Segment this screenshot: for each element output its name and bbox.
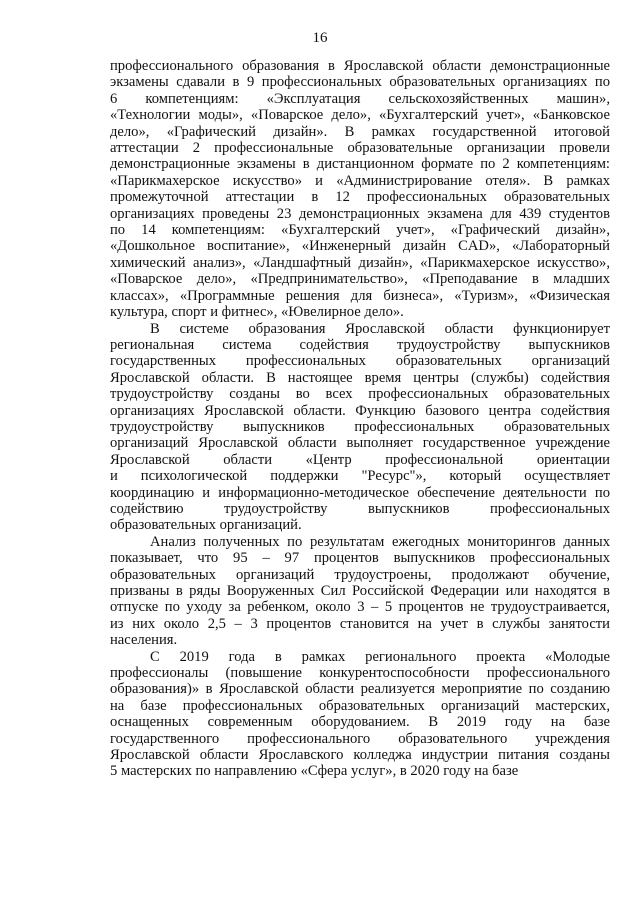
paragraph: [110, 534, 610, 649]
text-line: Ярославской области Ярославского колледжа индустрии питания созданы: [110, 747, 610, 764]
text-line: экзамены сдавали в 9 профессиональных образовательных организациях по: [110, 74, 610, 91]
paragraph: [110, 321, 610, 534]
text-line: 6 компетенциям: «Эксплуатация сельскохозяйственных машин»,: [110, 90, 610, 107]
text-line: «Дошкольное воспитание», «Инженерный дизайн CAD», «Лабораторный: [110, 238, 610, 255]
text-line: по 14 компетенциям: «Бухгалтерский учет», «Графический дизайн»,: [110, 222, 610, 239]
text-line: государственных профессиональных образовательных организаций: [110, 353, 610, 370]
text-line: промежуточной аттестации в 12 профессиональных образовательных: [110, 189, 610, 206]
text-line: трудоустройству созданы во всех профессиональных образовательных: [110, 386, 610, 403]
text-line: содействию трудоустройству выпускников профессиональных: [110, 500, 610, 517]
text-line: «Поварское дело», «Предпринимательство», «Преподавание в младших: [110, 271, 610, 288]
page-number: 16: [312, 30, 328, 46]
text-line: и психологической поддержки "Ресурс"», который осуществляет: [110, 468, 610, 485]
text-line: «Парикмахерское искусство» и «Администрирование отеля». В рамках: [110, 172, 610, 189]
text-line: образования)» в Ярославской области реализуется мероприятие по созданию: [110, 681, 610, 698]
text-line: дело», «Графический дизайн». В рамках государственной итоговой: [110, 123, 610, 140]
text-line: демонстрационные экзамены в дистанционном формате по 2 компетенциям:: [110, 156, 610, 173]
text-line: С 2019 года в рамках регионального проекта «Молодые: [150, 648, 610, 665]
text-line: образовательных организаций.: [110, 517, 302, 534]
text-line: 5 мастерских по направлению «Сфера услуг», в 2020 году на базе: [110, 763, 519, 780]
text-line: химический анализ», «Ландшафтный дизайн», «Парикмахерское искусство»,: [110, 254, 610, 271]
text-line: Ярославской области. В настоящее время центры (службы) содействия: [110, 369, 610, 386]
text-line: трудоустройству выпускников профессиональных образовательных: [110, 418, 610, 435]
text-line: классах», «Программные решения для бизнеса», «Туризм», «Физическая: [110, 287, 610, 304]
paragraph: [110, 58, 610, 321]
document-body: [110, 58, 610, 780]
text-line: призваны в ряды Вооруженных Сил Российской Федерации или находятся в: [110, 583, 610, 599]
text-line: образовательных организаций трудоустроены, продолжают обучение,: [110, 566, 610, 583]
text-line: из них около 2,5 – 3 процентов становится на учет в службы занятости: [110, 615, 610, 632]
text-line: организациях проведены 23 демонстрационных экзамена для 439 студентов: [110, 205, 610, 222]
text-line: культура, спорт и фитнес», «Ювелирное дело».: [110, 304, 404, 321]
text-line: на базе профессиональных образовательных организаций мастерских,: [110, 697, 610, 714]
text-line: оснащенных современным оборудованием. В 2019 году на базе: [110, 714, 610, 731]
text-line: организаций Ярославской области выполняет государственное учреждение: [110, 435, 610, 452]
text-line: Ярославской области «Центр профессиональной ориентации: [110, 451, 610, 468]
paragraph: [110, 649, 610, 780]
text-line: координацию и информационно-методическое обеспечение деятельности по: [110, 484, 610, 501]
text-line: «Технологии моды», «Поварское дело», «Бухгалтерский учет», «Банковское: [110, 107, 610, 124]
text-line: профессионалы (повышение конкурентоспособности профессионального: [110, 665, 610, 682]
text-line: Анализ полученных по результатам ежегодных мониторингов данных: [150, 533, 610, 550]
text-line: показывает, что 95 – 97 процентов выпускников профессиональных: [110, 550, 610, 567]
text-line: государственного профессионального образовательного учреждения: [110, 730, 610, 747]
text-line: аттестации 2 профессиональные образовательные организации провели: [110, 140, 610, 157]
text-line: региональная система содействия трудоустройству выпускников: [110, 336, 610, 353]
text-line: профессионального образования в Ярославской области демонстрационные: [110, 58, 610, 74]
text-line: организациях Ярославской области. Функцию базового центра содействия: [110, 402, 610, 419]
text-line: В системе образования Ярославской области функционирует: [150, 320, 610, 337]
text-line: отпуске по уходу за ребенком, около 3 – 5 процентов не трудоустраивается,: [110, 599, 610, 616]
text-line: населения.: [110, 632, 178, 649]
